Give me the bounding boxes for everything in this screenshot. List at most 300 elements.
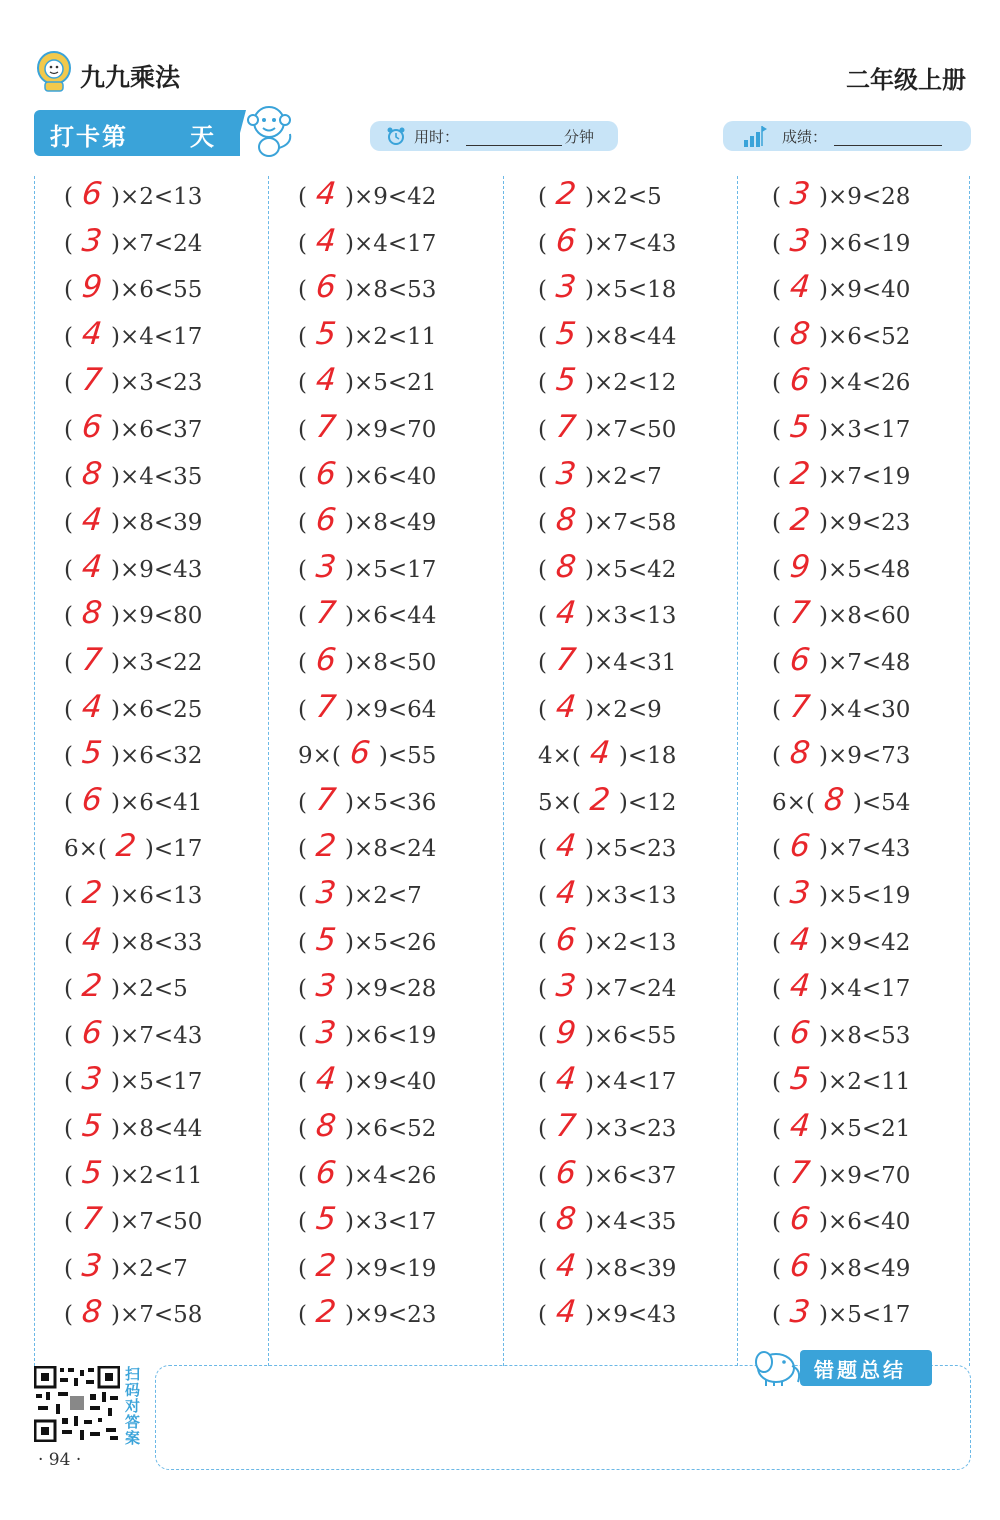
problem-suffix: )×6<52	[344, 1116, 437, 1142]
problem-prefix: (	[64, 277, 73, 304]
problem-row	[298, 1197, 436, 1241]
problem-prefix: (	[64, 1209, 73, 1236]
problem-row	[772, 172, 910, 216]
problem-suffix: )×8<44	[584, 323, 677, 350]
problem-prefix: (	[64, 1069, 73, 1096]
problem-prefix: (	[538, 1069, 547, 1096]
handwritten-answer[interactable]: 5	[314, 1201, 338, 1238]
score-blank[interactable]	[834, 145, 942, 146]
problem-suffix: )<54	[852, 789, 911, 816]
handwritten-answer[interactable]: 3	[314, 1014, 338, 1051]
problem-row	[538, 1104, 676, 1148]
problem-suffix: )×8<44	[110, 1116, 203, 1142]
handwritten-answer[interactable]: 4	[314, 362, 338, 399]
problem-suffix: )<17	[144, 836, 203, 863]
problem-prefix: (	[538, 603, 547, 630]
problem-row	[538, 219, 676, 263]
handwritten-answer[interactable]: 6	[554, 1154, 578, 1191]
handwritten-answer[interactable]: 6	[80, 781, 104, 818]
handwritten-answer[interactable]: 5	[314, 315, 338, 352]
problem-row	[772, 778, 910, 822]
handwritten-answer[interactable]: 4	[788, 921, 812, 958]
handwritten-answer[interactable]: 8	[80, 455, 104, 492]
problem-prefix: (	[772, 510, 781, 537]
problem-suffix: )×8<49	[818, 1255, 911, 1282]
problem-suffix: )×4<31	[584, 650, 677, 676]
handwritten-answer[interactable]: 4	[80, 548, 104, 585]
handwritten-answer[interactable]: 6	[314, 455, 338, 492]
handwritten-answer[interactable]: 5	[80, 735, 104, 772]
problem-suffix: )×9<43	[110, 556, 203, 583]
problem-prefix: (	[64, 463, 73, 490]
problem-suffix: )×9<73	[818, 743, 911, 770]
problem-row	[298, 824, 436, 868]
problem-suffix: )×9<23	[818, 510, 911, 537]
problem-row	[538, 1244, 676, 1288]
handwritten-answer[interactable]: 8	[822, 781, 846, 818]
handwritten-answer[interactable]: 8	[554, 1201, 578, 1238]
handwritten-answer[interactable]: 6	[80, 1014, 104, 1051]
handwritten-answer[interactable]: 4	[80, 921, 104, 958]
handwritten-answer[interactable]: 3	[314, 875, 338, 911]
problem-row	[538, 545, 676, 589]
problem-prefix: (	[538, 184, 547, 210]
handwritten-answer[interactable]: 6	[314, 1154, 338, 1191]
handwritten-answer[interactable]: 4	[788, 968, 812, 1005]
problem-suffix: )×8<49	[344, 510, 437, 537]
handwritten-answer[interactable]: 5	[314, 921, 338, 958]
problem-prefix: (	[538, 1255, 547, 1282]
problem-row	[298, 731, 436, 775]
handwritten-answer[interactable]: 8	[80, 1294, 104, 1331]
handwritten-answer[interactable]: 2	[314, 828, 338, 865]
handwritten-answer[interactable]: 2	[788, 502, 812, 539]
problem-row	[772, 1244, 910, 1288]
handwritten-answer[interactable]: 5	[80, 1108, 104, 1144]
problem-row	[538, 1011, 676, 1055]
problem-suffix: )×8<24	[344, 836, 437, 863]
handwritten-answer[interactable]: 2	[80, 875, 104, 911]
problem-row	[772, 1197, 910, 1241]
problem-prefix: (	[298, 463, 307, 490]
handwritten-answer[interactable]: 8	[554, 502, 578, 539]
problem-prefix: (	[298, 370, 307, 397]
handwritten-answer[interactable]: 9	[80, 269, 104, 306]
problem-suffix: )×4<17	[818, 976, 911, 1003]
problem-suffix: )×3<17	[344, 1209, 437, 1236]
problem-suffix: )×6<37	[584, 1162, 677, 1189]
problem-suffix: )×8<39	[110, 510, 203, 537]
problem-prefix: (	[538, 417, 547, 443]
problem-row	[538, 591, 676, 635]
problem-suffix: )×2<13	[584, 929, 677, 956]
problem-row	[772, 1151, 910, 1195]
problem-suffix: )×5<36	[344, 789, 437, 816]
handwritten-answer[interactable]: 7	[80, 642, 104, 678]
lion-logo-icon	[34, 48, 74, 92]
handwritten-answer[interactable]: 8	[80, 595, 104, 632]
handwritten-answer[interactable]: 5	[80, 1154, 104, 1191]
handwritten-answer[interactable]: 2	[314, 1294, 338, 1331]
problem-row	[538, 824, 676, 868]
problem-prefix: (	[772, 1255, 781, 1282]
problem-row	[298, 871, 422, 915]
problem-suffix: )<18	[618, 743, 677, 770]
problem-prefix: (	[298, 883, 307, 909]
problem-row	[64, 824, 202, 868]
handwritten-answer[interactable]: 7	[554, 1108, 578, 1144]
problem-prefix: (	[538, 370, 547, 397]
problem-suffix: )×6<19	[344, 1022, 437, 1049]
handwritten-answer[interactable]: 4	[788, 1108, 812, 1144]
handwritten-answer[interactable]: 6	[788, 362, 812, 399]
handwritten-answer[interactable]: 4	[588, 735, 612, 772]
problem-row	[298, 498, 436, 542]
problem-row	[64, 498, 202, 542]
problem-prefix: (	[772, 743, 781, 770]
problem-row	[298, 1290, 436, 1334]
handwritten-answer[interactable]: 7	[788, 1154, 812, 1191]
problem-row	[772, 685, 910, 729]
handwritten-answer[interactable]: 6	[80, 176, 104, 212]
problem-suffix: )×6<55	[110, 277, 203, 304]
problem-suffix: )×2<7	[584, 463, 662, 490]
day-label: 天	[190, 123, 214, 151]
problem-suffix: )×8<53	[344, 277, 437, 304]
problem-row	[772, 731, 910, 775]
problem-suffix: )×2<11	[344, 323, 437, 350]
handwritten-answer[interactable]: 2	[588, 781, 612, 818]
problem-prefix: (	[538, 1302, 547, 1329]
handwritten-answer[interactable]: 2	[314, 1247, 338, 1284]
problem-suffix: )×3<22	[110, 650, 203, 676]
handwritten-answer[interactable]: 7	[554, 642, 578, 678]
handwritten-answer[interactable]: 3	[788, 222, 812, 259]
problem-row	[64, 918, 202, 962]
problem-prefix: (	[772, 976, 781, 1003]
handwritten-answer[interactable]: 6	[554, 921, 578, 958]
problem-prefix: (	[538, 1162, 547, 1189]
problem-prefix: (	[538, 976, 547, 1003]
problem-suffix: )×8<60	[818, 603, 911, 630]
problem-suffix: )×7<50	[584, 417, 677, 443]
handwritten-answer[interactable]: 3	[80, 222, 104, 259]
problem-suffix: )×6<25	[110, 696, 203, 723]
handwritten-answer[interactable]: 4	[314, 1061, 338, 1098]
problem-row	[772, 265, 910, 309]
problem-prefix: (	[298, 1022, 307, 1049]
problem-suffix: )×2<12	[584, 370, 677, 397]
time-label: 用时：	[414, 128, 460, 146]
problem-prefix: (	[298, 417, 307, 443]
problem-row	[538, 358, 676, 402]
problem-row	[538, 452, 662, 496]
problem-prefix: (	[772, 1302, 781, 1329]
problem-row	[772, 591, 910, 635]
problem-prefix: (	[64, 1255, 73, 1282]
problem-suffix: )×7<43	[110, 1022, 203, 1049]
handwritten-answer[interactable]: 7	[80, 362, 104, 399]
problem-row	[538, 1057, 676, 1101]
problem-row	[298, 219, 436, 263]
problem-row	[298, 1011, 436, 1055]
handwritten-answer[interactable]: 7	[314, 781, 338, 818]
column-divider	[737, 176, 738, 1366]
problem-row	[64, 685, 202, 729]
problem-row	[298, 1151, 436, 1195]
problem-row	[64, 1244, 188, 1288]
problem-suffix: )×3<23	[110, 370, 203, 397]
problem-prefix: (	[772, 1022, 781, 1049]
handwritten-answer[interactable]: 4	[554, 688, 578, 725]
score-chart-icon	[742, 124, 768, 148]
handwritten-answer[interactable]: 3	[80, 1247, 104, 1284]
handwritten-answer[interactable]: 4	[554, 828, 578, 865]
problem-suffix: )×5<21	[818, 1116, 911, 1142]
problem-prefix: (	[64, 510, 73, 537]
problem-suffix: )×5<21	[344, 370, 437, 397]
handwritten-answer[interactable]: 7	[788, 688, 812, 725]
handwritten-answer[interactable]: 6	[348, 735, 372, 772]
problem-prefix: (	[772, 1116, 781, 1142]
problem-suffix: )×9<23	[344, 1302, 437, 1329]
problem-row	[64, 265, 202, 309]
problem-suffix: )×3<23	[584, 1116, 677, 1142]
handwritten-answer[interactable]: 2	[80, 968, 104, 1005]
problem-row	[772, 405, 910, 449]
handwritten-answer[interactable]: 6	[788, 1014, 812, 1051]
problem-row	[538, 312, 676, 356]
handwritten-answer[interactable]: 5	[554, 315, 578, 352]
handwritten-answer[interactable]: 4	[554, 875, 578, 911]
problem-prefix: (	[538, 1209, 547, 1236]
problem-prefix: (	[772, 463, 781, 490]
handwritten-answer[interactable]: 7	[80, 1201, 104, 1238]
problem-suffix: )×5<23	[584, 836, 677, 863]
handwritten-answer[interactable]: 7	[314, 688, 338, 725]
handwritten-answer[interactable]: 4	[554, 1061, 578, 1098]
problem-suffix: )×9<43	[584, 1302, 677, 1329]
handwritten-answer[interactable]: 9	[788, 548, 812, 585]
problem-row	[538, 265, 676, 309]
handwritten-answer[interactable]: 3	[788, 176, 812, 212]
handwritten-answer[interactable]: 9	[554, 1014, 578, 1051]
problem-row	[64, 452, 202, 496]
problem-prefix: (	[64, 1302, 73, 1329]
problem-prefix: (	[538, 1022, 547, 1049]
handwritten-answer[interactable]: 6	[788, 1247, 812, 1284]
problem-prefix: (	[772, 836, 781, 863]
problem-row	[64, 778, 202, 822]
handwritten-answer[interactable]: 7	[554, 409, 578, 445]
problem-row	[64, 172, 202, 216]
problem-row	[64, 964, 188, 1008]
problem-suffix: )×4<35	[584, 1209, 677, 1236]
handwritten-answer[interactable]: 6	[788, 642, 812, 678]
handwritten-answer[interactable]: 3	[554, 455, 578, 492]
handwritten-answer[interactable]: 5	[554, 362, 578, 399]
problem-prefix: (	[298, 1162, 307, 1189]
handwritten-answer[interactable]: 6	[314, 642, 338, 678]
handwritten-answer[interactable]: 4	[554, 1247, 578, 1284]
problem-prefix: (	[298, 1069, 307, 1096]
problem-suffix: )×3<13	[584, 883, 677, 909]
problem-suffix: )×4<17	[110, 323, 203, 350]
problem-prefix: 9×(	[298, 743, 341, 770]
problem-suffix: )×9<19	[344, 1255, 437, 1282]
handwritten-answer[interactable]: 3	[554, 269, 578, 306]
problem-row	[298, 358, 436, 402]
scan-answer-label: 扫码对答案	[125, 1365, 141, 1447]
time-blank[interactable]	[466, 145, 562, 146]
handwritten-answer[interactable]: 7	[788, 595, 812, 632]
problem-row	[538, 964, 676, 1008]
problem-suffix: )×2<5	[110, 976, 188, 1003]
problem-row	[772, 498, 910, 542]
problem-prefix: (	[64, 230, 73, 257]
problem-prefix: (	[298, 603, 307, 630]
handwritten-answer[interactable]: 6	[788, 1201, 812, 1238]
problem-prefix: (	[538, 650, 547, 676]
problem-prefix: (	[298, 277, 307, 304]
problem-prefix: 6×(	[772, 789, 815, 816]
problem-prefix: (	[298, 323, 307, 350]
handwritten-answer[interactable]: 3	[554, 968, 578, 1005]
handwritten-answer[interactable]: 4	[788, 269, 812, 306]
handwritten-answer[interactable]: 7	[314, 409, 338, 445]
handwritten-answer[interactable]: 4	[80, 502, 104, 539]
score-label: 成绩：	[782, 128, 828, 146]
page-number: · 94 ·	[38, 1450, 82, 1470]
problem-prefix: (	[772, 603, 781, 630]
problem-row	[772, 312, 910, 356]
problem-row	[64, 731, 202, 775]
problem-row	[772, 964, 910, 1008]
problem-suffix: )×9<40	[818, 277, 911, 304]
problem-row	[772, 1011, 910, 1055]
problem-row	[772, 1057, 910, 1101]
handwritten-answer[interactable]: 2	[788, 455, 812, 492]
problem-suffix: )×5<17	[110, 1069, 203, 1096]
problem-prefix: (	[64, 883, 73, 909]
problem-prefix: (	[538, 883, 547, 909]
handwritten-answer[interactable]: 3	[314, 548, 338, 585]
checkin-label: 打卡第	[50, 123, 128, 151]
problem-prefix: (	[772, 230, 781, 257]
problem-row	[298, 405, 436, 449]
handwritten-answer[interactable]: 3	[788, 875, 812, 911]
problem-row	[298, 1104, 436, 1148]
handwritten-answer[interactable]: 6	[80, 409, 104, 445]
problem-row	[298, 452, 436, 496]
problem-row	[298, 964, 436, 1008]
problem-prefix: 4×(	[538, 743, 581, 770]
problem-prefix: (	[772, 1162, 781, 1189]
problem-row	[772, 545, 910, 589]
problem-row	[64, 219, 202, 263]
problem-prefix: (	[538, 929, 547, 956]
problem-row	[538, 1151, 676, 1195]
problem-row	[538, 1290, 676, 1334]
handwritten-answer[interactable]: 3	[788, 1294, 812, 1331]
handwritten-answer[interactable]: 5	[788, 409, 812, 445]
handwritten-answer[interactable]: 3	[80, 1061, 104, 1098]
handwritten-answer[interactable]: 6	[314, 269, 338, 306]
problem-suffix: )×9<40	[344, 1069, 437, 1096]
handwritten-answer[interactable]: 4	[314, 176, 338, 212]
problem-suffix: )×8<50	[344, 650, 437, 676]
handwritten-answer[interactable]: 6	[554, 222, 578, 259]
handwritten-answer[interactable]: 6	[788, 828, 812, 865]
qr-code-icon[interactable]	[34, 1366, 120, 1442]
problem-row	[772, 871, 910, 915]
problem-suffix: )×7<43	[818, 836, 911, 863]
handwritten-answer[interactable]: 4	[80, 315, 104, 352]
problem-suffix: )×7<19	[818, 463, 911, 490]
time-unit: 分钟	[564, 128, 595, 146]
problem-suffix: )×2<7	[344, 883, 422, 909]
handwritten-answer[interactable]: 6	[314, 502, 338, 539]
problem-prefix: (	[64, 184, 73, 210]
handwritten-answer[interactable]: 8	[788, 735, 812, 772]
column-divider	[503, 176, 504, 1366]
problem-prefix: (	[298, 696, 307, 723]
problem-row	[64, 545, 202, 589]
problem-suffix: )×6<13	[110, 883, 203, 909]
problem-suffix: )×4<26	[344, 1162, 437, 1189]
problem-suffix: )×5<19	[818, 883, 911, 909]
problem-prefix: (	[772, 1069, 781, 1096]
problem-prefix: (	[772, 417, 781, 443]
problem-row	[298, 172, 436, 216]
handwritten-answer[interactable]: 2	[114, 828, 138, 865]
handwritten-answer[interactable]: 3	[314, 968, 338, 1005]
problem-suffix: )×4<17	[344, 230, 437, 257]
handwritten-answer[interactable]: 4	[554, 1294, 578, 1331]
problem-suffix: )×6<19	[818, 230, 911, 257]
problem-suffix: )×2<11	[110, 1162, 203, 1189]
problem-row	[64, 1151, 202, 1195]
handwritten-answer[interactable]: 8	[314, 1108, 338, 1144]
handwritten-answer[interactable]: 4	[314, 222, 338, 259]
handwritten-answer[interactable]: 8	[788, 315, 812, 352]
problem-row	[64, 871, 202, 915]
handwritten-answer[interactable]: 7	[314, 595, 338, 632]
problem-prefix: (	[64, 650, 73, 676]
handwritten-answer[interactable]: 2	[554, 176, 578, 212]
problem-suffix: )<55	[378, 743, 437, 770]
handwritten-answer[interactable]: 8	[554, 548, 578, 585]
problem-row	[64, 358, 202, 402]
problem-prefix: (	[64, 323, 73, 350]
handwritten-answer[interactable]: 5	[788, 1061, 812, 1098]
problem-prefix: (	[298, 1209, 307, 1236]
problem-row	[538, 778, 676, 822]
handwritten-answer[interactable]: 4	[554, 595, 578, 632]
problem-row	[298, 265, 436, 309]
problem-row	[772, 638, 910, 682]
problem-prefix: (	[64, 603, 73, 630]
problem-suffix: )×6<44	[344, 603, 437, 630]
problem-suffix: )×9<42	[818, 929, 911, 956]
handwritten-answer[interactable]: 4	[80, 688, 104, 725]
problem-prefix: (	[64, 1116, 73, 1142]
problem-row	[772, 1290, 910, 1334]
problem-prefix: (	[538, 230, 547, 257]
problem-prefix: (	[298, 650, 307, 676]
problem-row	[538, 638, 676, 682]
problem-suffix: )×4<17	[584, 1069, 677, 1096]
